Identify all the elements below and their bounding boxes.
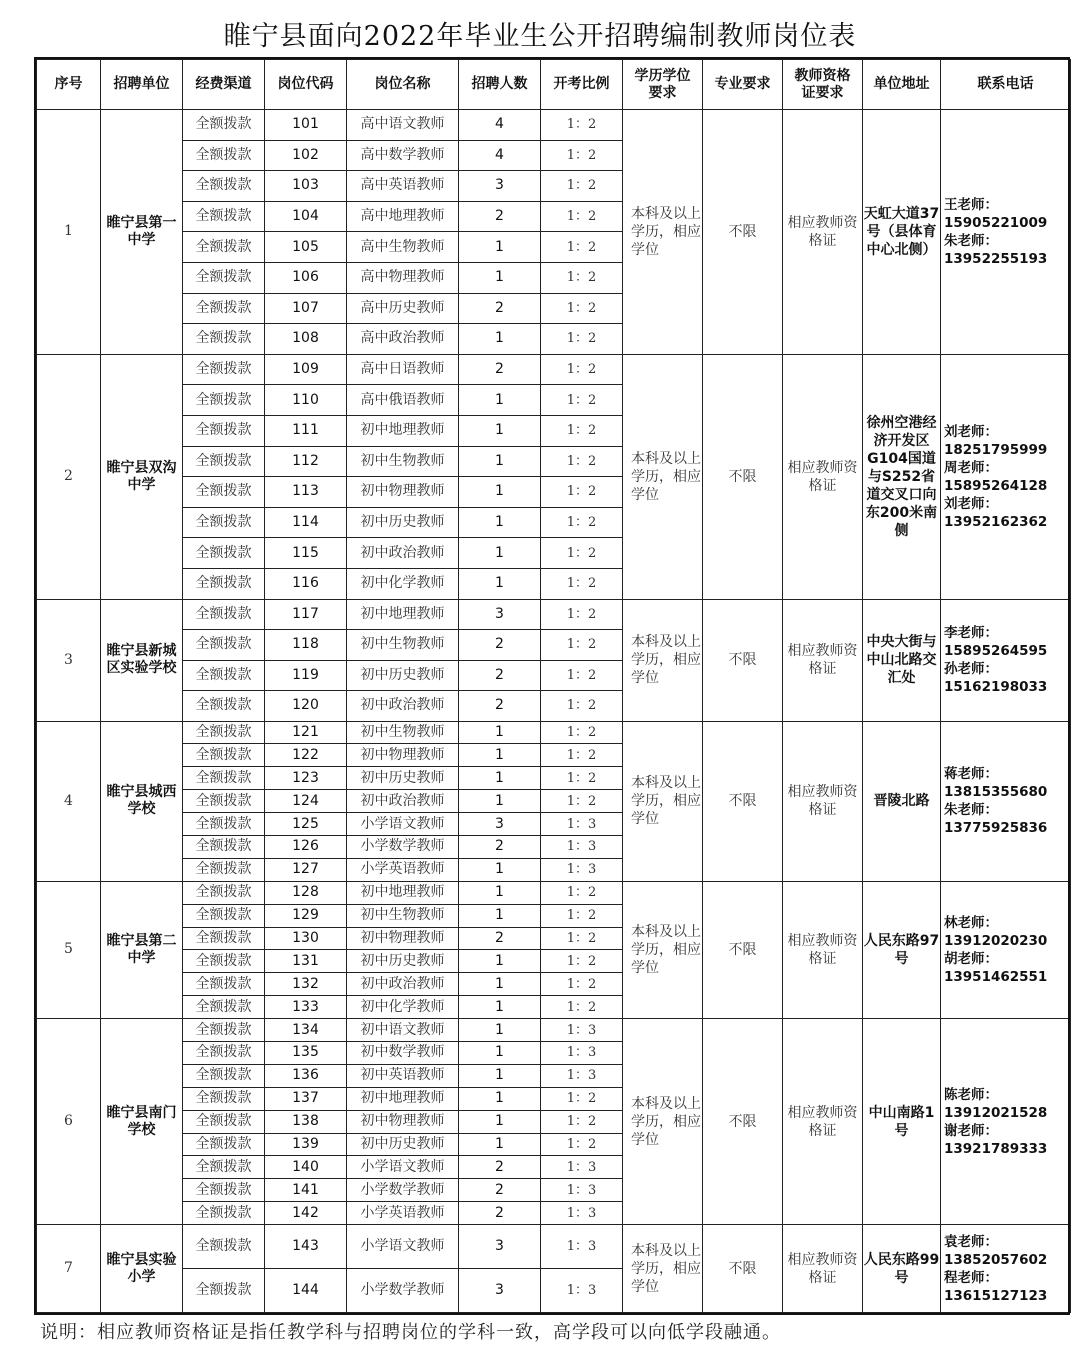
table-row [37,599,1071,630]
exam-ratio-cell: 1：2 [541,927,623,950]
exam-ratio-cell: 1：2 [541,950,623,973]
header-cell: 岗位代码 [265,60,347,110]
funding-cell: 全额拨款 [183,927,265,950]
position-code-cell: 127 [265,858,347,881]
position-code-cell: 118 [265,630,347,661]
exam-ratio-cell: 1：2 [541,293,623,324]
funding-cell: 全额拨款 [183,415,265,446]
hire-count-cell: 1 [459,1133,541,1156]
hire-count-cell: 2 [459,201,541,232]
funding-cell: 全额拨款 [183,790,265,813]
phone-cell: 刘老师：18251795999 周老师：15895264128 刘老师：13952162362 [941,354,1071,599]
table-row [37,354,1071,385]
header-cell: 招聘单位 [101,60,183,110]
position-code-cell: 117 [265,599,347,630]
seq-cell: 1 [37,110,101,355]
table-body [37,110,1071,1313]
phone-cell: 李老师：15895264595 孙老师：15162198033 [941,599,1071,721]
funding-cell: 全额拨款 [183,1156,265,1179]
funding-cell: 全额拨款 [183,1041,265,1064]
address-cell: 人民东路97号 [863,881,941,1018]
exam-ratio-cell: 1：2 [541,324,623,355]
major-cell: 不限 [703,599,783,721]
exam-ratio-cell: 1：2 [541,446,623,477]
hire-count-cell: 1 [459,415,541,446]
position-name-cell: 初中化学教师 [347,568,459,599]
major-cell: 不限 [703,881,783,1018]
position-name-cell: 高中语文教师 [347,110,459,141]
hire-count-cell: 3 [459,1225,541,1269]
position-code-cell: 142 [265,1202,347,1225]
position-code-cell: 128 [265,881,347,904]
header-cell: 专业要求 [703,60,783,110]
phone-cell: 陈老师：13912021528 谢老师：13921789333 [941,1019,1071,1225]
funding-cell: 全额拨款 [183,973,265,996]
exam-ratio-cell: 1：2 [541,790,623,813]
funding-cell: 全额拨款 [183,1087,265,1110]
hire-count-cell: 1 [459,744,541,767]
hire-count-cell: 1 [459,881,541,904]
header-cell: 联系电话 [941,60,1071,110]
position-code-cell: 122 [265,744,347,767]
address-cell: 中央大街与中山北路交汇处 [863,599,941,721]
exam-ratio-cell: 1：2 [541,1133,623,1156]
exam-ratio-cell: 1：2 [541,354,623,385]
funding-cell: 全额拨款 [183,110,265,141]
position-name-cell: 初中生物教师 [347,721,459,744]
header-cell: 经费渠道 [183,60,265,110]
hire-count-cell: 2 [459,293,541,324]
position-code-cell: 133 [265,996,347,1019]
position-code-cell: 143 [265,1225,347,1269]
exam-ratio-cell: 1：2 [541,415,623,446]
position-name-cell: 初中历史教师 [347,950,459,973]
position-name-cell: 初中地理教师 [347,415,459,446]
funding-cell: 全额拨款 [183,171,265,202]
exam-ratio-cell: 1：3 [541,835,623,858]
funding-cell: 全额拨款 [183,950,265,973]
position-code-cell: 138 [265,1110,347,1133]
cert-cell: 相应教师资格证 [783,881,863,1018]
funding-cell: 全额拨款 [183,1133,265,1156]
position-code-cell: 136 [265,1064,347,1087]
header-row [37,60,1071,110]
position-name-cell: 初中历史教师 [347,1133,459,1156]
funding-cell: 全额拨款 [183,140,265,171]
position-name-cell: 初中物理教师 [347,1110,459,1133]
position-name-cell: 高中数学教师 [347,140,459,171]
exam-ratio-cell: 1：2 [541,538,623,569]
position-name-cell: 初中地理教师 [347,881,459,904]
exam-ratio-cell: 1：3 [541,1041,623,1064]
hire-count-cell: 3 [459,1269,541,1313]
unit-name-cell: 睢宁县城西学校 [101,721,183,881]
funding-cell: 全额拨款 [183,835,265,858]
table-row [37,110,1071,141]
exam-ratio-cell: 1：2 [541,201,623,232]
position-name-cell: 初中化学教师 [347,996,459,1019]
position-name-cell: 初中物理教师 [347,927,459,950]
position-code-cell: 131 [265,950,347,973]
hire-count-cell: 2 [459,927,541,950]
position-name-cell: 高中英语教师 [347,171,459,202]
address-cell: 徐州空港经济开发区G104国道与S252省道交叉口向东200米南侧 [863,354,941,599]
position-name-cell: 初中物理教师 [347,744,459,767]
position-name-cell: 初中历史教师 [347,767,459,790]
education-cell: 本科及以上学历，相应学位 [623,354,703,599]
position-code-cell: 120 [265,691,347,722]
position-code-cell: 121 [265,721,347,744]
funding-cell: 全额拨款 [183,507,265,538]
exam-ratio-cell: 1：2 [541,507,623,538]
address-cell: 晋陵北路 [863,721,941,881]
hire-count-cell: 2 [459,1179,541,1202]
hire-count-cell: 1 [459,1019,541,1042]
phone-cell: 袁老师：13852057602 程老师：13615127123 [941,1225,1071,1313]
exam-ratio-cell: 1：2 [541,599,623,630]
position-code-cell: 137 [265,1087,347,1110]
exam-ratio-cell: 1：2 [541,1087,623,1110]
hire-count-cell: 1 [459,1110,541,1133]
hire-count-cell: 1 [459,1041,541,1064]
hire-count-cell: 1 [459,446,541,477]
hire-count-cell: 1 [459,385,541,416]
position-code-cell: 111 [265,415,347,446]
table-row [37,721,1071,744]
position-code-cell: 134 [265,1019,347,1042]
funding-cell: 全额拨款 [183,1064,265,1087]
hire-count-cell: 1 [459,996,541,1019]
hire-count-cell: 3 [459,599,541,630]
position-name-cell: 初中物理教师 [347,477,459,508]
position-code-cell: 135 [265,1041,347,1064]
position-code-cell: 144 [265,1269,347,1313]
major-cell: 不限 [703,354,783,599]
unit-name-cell: 睢宁县第二中学 [101,881,183,1018]
position-name-cell: 初中语文教师 [347,1019,459,1042]
position-code-cell: 109 [265,354,347,385]
unit-name-cell: 睢宁县实验小学 [101,1225,183,1313]
exam-ratio-cell: 1：2 [541,385,623,416]
position-name-cell: 小学语文教师 [347,1225,459,1269]
funding-cell: 全额拨款 [183,691,265,722]
position-code-cell: 124 [265,790,347,813]
hire-count-cell: 3 [459,171,541,202]
hire-count-cell: 1 [459,973,541,996]
position-name-cell: 高中俄语教师 [347,385,459,416]
position-name-cell: 小学语文教师 [347,1156,459,1179]
exam-ratio-cell: 1：3 [541,1064,623,1087]
funding-cell: 全额拨款 [183,568,265,599]
exam-ratio-cell: 1：2 [541,232,623,263]
exam-ratio-cell: 1：2 [541,744,623,767]
exam-ratio-cell: 1：3 [541,1225,623,1269]
position-name-cell: 高中历史教师 [347,293,459,324]
position-name-cell: 初中政治教师 [347,691,459,722]
table-row [37,1225,1071,1269]
exam-ratio-cell: 1：3 [541,813,623,836]
exam-ratio-cell: 1：2 [541,996,623,1019]
hire-count-cell: 1 [459,950,541,973]
position-name-cell: 小学数学教师 [347,835,459,858]
position-code-cell: 104 [265,201,347,232]
exam-ratio-cell: 1：2 [541,881,623,904]
exam-ratio-cell: 1：2 [541,660,623,691]
funding-cell: 全额拨款 [183,201,265,232]
position-name-cell: 初中生物教师 [347,446,459,477]
exam-ratio-cell: 1：3 [541,1019,623,1042]
seq-cell: 7 [37,1225,101,1313]
funding-cell: 全额拨款 [183,630,265,661]
exam-ratio-cell: 1：2 [541,110,623,141]
position-name-cell: 初中政治教师 [347,790,459,813]
cert-cell: 相应教师资格证 [783,599,863,721]
seq-cell: 6 [37,1019,101,1225]
hire-count-cell: 1 [459,324,541,355]
exam-ratio-cell: 1：2 [541,767,623,790]
funding-cell: 全额拨款 [183,293,265,324]
exam-ratio-cell: 1：2 [541,262,623,293]
major-cell: 不限 [703,721,783,881]
unit-name-cell: 睢宁县第一中学 [101,110,183,355]
hire-count-cell: 1 [459,262,541,293]
header-cell: 序号 [37,60,101,110]
position-name-cell: 高中物理教师 [347,262,459,293]
hire-count-cell: 1 [459,767,541,790]
funding-cell: 全额拨款 [183,744,265,767]
funding-cell: 全额拨款 [183,881,265,904]
hire-count-cell: 1 [459,232,541,263]
funding-cell: 全额拨款 [183,324,265,355]
education-cell: 本科及以上学历，相应学位 [623,599,703,721]
position-name-cell: 小学数学教师 [347,1269,459,1313]
position-name-cell: 高中日语教师 [347,354,459,385]
hire-count-cell: 1 [459,1087,541,1110]
position-code-cell: 113 [265,477,347,508]
funding-cell: 全额拨款 [183,1110,265,1133]
hire-count-cell: 1 [459,477,541,508]
position-code-cell: 126 [265,835,347,858]
unit-name-cell: 睢宁县双沟中学 [101,354,183,599]
header-cell: 招聘人数 [459,60,541,110]
exam-ratio-cell: 1：2 [541,721,623,744]
funding-cell: 全额拨款 [183,813,265,836]
position-code-cell: 101 [265,110,347,141]
address-cell: 天虹大道37号（县体育中心北侧） [863,110,941,355]
hire-count-cell: 2 [459,1156,541,1179]
position-code-cell: 110 [265,385,347,416]
funding-cell: 全额拨款 [183,996,265,1019]
position-code-cell: 130 [265,927,347,950]
position-code-cell: 102 [265,140,347,171]
position-name-cell: 初中地理教师 [347,1087,459,1110]
major-cell: 不限 [703,110,783,355]
address-cell: 中山南路1号 [863,1019,941,1225]
recruitment-table [36,59,1071,1313]
funding-cell: 全额拨款 [183,660,265,691]
position-code-cell: 106 [265,262,347,293]
header-cell: 学历学位要求 [623,60,703,110]
position-code-cell: 119 [265,660,347,691]
page-title: 睢宁县面向2022年毕业生公开招聘编制教师岗位表 [223,21,857,52]
position-name-cell: 初中政治教师 [347,973,459,996]
seq-cell: 3 [37,599,101,721]
header-cell: 单位地址 [863,60,941,110]
funding-cell: 全额拨款 [183,599,265,630]
hire-count-cell: 1 [459,790,541,813]
education-cell: 本科及以上学历，相应学位 [623,1225,703,1313]
position-name-cell: 初中数学教师 [347,1041,459,1064]
position-code-cell: 116 [265,568,347,599]
exam-ratio-cell: 1：3 [541,858,623,881]
header-cell: 岗位名称 [347,60,459,110]
hire-count-cell: 1 [459,538,541,569]
hire-count-cell: 2 [459,660,541,691]
funding-cell: 全额拨款 [183,1019,265,1042]
seq-cell: 5 [37,881,101,1018]
footnote: 说明：相应教师资格证是指任教学科与招聘岗位的学科一致，高学段可以向低学段融通。 [40,1322,781,1343]
position-code-cell: 132 [265,973,347,996]
funding-cell: 全额拨款 [183,858,265,881]
exam-ratio-cell: 1：2 [541,904,623,927]
cert-cell: 相应教师资格证 [783,110,863,355]
phone-cell: 蒋老师：13815355680 朱老师：13775925836 [941,721,1071,881]
position-code-cell: 125 [265,813,347,836]
position-name-cell: 初中英语教师 [347,1064,459,1087]
position-name-cell: 初中生物教师 [347,630,459,661]
hire-count-cell: 3 [459,813,541,836]
hire-count-cell: 1 [459,721,541,744]
seq-cell: 4 [37,721,101,881]
exam-ratio-cell: 1：2 [541,477,623,508]
position-code-cell: 112 [265,446,347,477]
hire-count-cell: 2 [459,354,541,385]
exam-ratio-cell: 1：2 [541,171,623,202]
exam-ratio-cell: 1：2 [541,691,623,722]
header-cell: 教师资格证要求 [783,60,863,110]
exam-ratio-cell: 1：2 [541,973,623,996]
education-cell: 本科及以上学历，相应学位 [623,1019,703,1225]
position-name-cell: 小学英语教师 [347,858,459,881]
hire-count-cell: 1 [459,568,541,599]
hire-count-cell: 2 [459,691,541,722]
position-code-cell: 140 [265,1156,347,1179]
hire-count-cell: 2 [459,630,541,661]
header-cell: 开考比例 [541,60,623,110]
phone-cell: 林老师：13912020230 胡老师：13951462551 [941,881,1071,1018]
position-code-cell: 107 [265,293,347,324]
seq-cell: 2 [37,354,101,599]
table-row [37,881,1071,904]
funding-cell: 全额拨款 [183,721,265,744]
funding-cell: 全额拨款 [183,904,265,927]
unit-name-cell: 睢宁县新城区实验学校 [101,599,183,721]
exam-ratio-cell: 1：2 [541,568,623,599]
position-name-cell: 小学数学教师 [347,1179,459,1202]
funding-cell: 全额拨款 [183,1269,265,1313]
position-code-cell: 141 [265,1179,347,1202]
funding-cell: 全额拨款 [183,538,265,569]
exam-ratio-cell: 1：3 [541,1179,623,1202]
education-cell: 本科及以上学历，相应学位 [623,721,703,881]
funding-cell: 全额拨款 [183,262,265,293]
cert-cell: 相应教师资格证 [783,721,863,881]
position-name-cell: 小学语文教师 [347,813,459,836]
major-cell: 不限 [703,1225,783,1313]
major-cell: 不限 [703,1019,783,1225]
funding-cell: 全额拨款 [183,232,265,263]
exam-ratio-cell: 1：2 [541,630,623,661]
funding-cell: 全额拨款 [183,1179,265,1202]
position-name-cell: 初中地理教师 [347,599,459,630]
hire-count-cell: 1 [459,507,541,538]
education-cell: 本科及以上学历，相应学位 [623,881,703,1018]
position-name-cell: 小学英语教师 [347,1202,459,1225]
position-name-cell: 初中生物教师 [347,904,459,927]
position-code-cell: 139 [265,1133,347,1156]
cert-cell: 相应教师资格证 [783,1225,863,1313]
position-code-cell: 129 [265,904,347,927]
funding-cell: 全额拨款 [183,1202,265,1225]
position-code-cell: 115 [265,538,347,569]
funding-cell: 全额拨款 [183,767,265,790]
position-name-cell: 高中地理教师 [347,201,459,232]
position-name-cell: 高中生物教师 [347,232,459,263]
position-name-cell: 初中历史教师 [347,507,459,538]
phone-cell: 王老师：15905221009 朱老师：13952255193 [941,110,1071,355]
hire-count-cell: 2 [459,1202,541,1225]
exam-ratio-cell: 1：3 [541,1202,623,1225]
cert-cell: 相应教师资格证 [783,1019,863,1225]
hire-count-cell: 2 [459,835,541,858]
position-code-cell: 114 [265,507,347,538]
funding-cell: 全额拨款 [183,477,265,508]
hire-count-cell: 1 [459,1064,541,1087]
position-name-cell: 初中政治教师 [347,538,459,569]
position-name-cell: 初中历史教师 [347,660,459,691]
funding-cell: 全额拨款 [183,446,265,477]
hire-count-cell: 4 [459,140,541,171]
exam-ratio-cell: 1：2 [541,140,623,171]
hire-count-cell: 1 [459,858,541,881]
funding-cell: 全额拨款 [183,354,265,385]
position-code-cell: 123 [265,767,347,790]
exam-ratio-cell: 1：2 [541,1110,623,1133]
position-code-cell: 108 [265,324,347,355]
table-row [37,1019,1071,1042]
funding-cell: 全额拨款 [183,385,265,416]
cert-cell: 相应教师资格证 [783,354,863,599]
education-cell: 本科及以上学历，相应学位 [623,110,703,355]
address-cell: 人民东路99号 [863,1225,941,1313]
position-code-cell: 103 [265,171,347,202]
hire-count-cell: 1 [459,904,541,927]
position-code-cell: 105 [265,232,347,263]
exam-ratio-cell: 1：3 [541,1156,623,1179]
unit-name-cell: 睢宁县南门学校 [101,1019,183,1225]
exam-ratio-cell: 1：3 [541,1269,623,1313]
hire-count-cell: 4 [459,110,541,141]
position-name-cell: 高中政治教师 [347,324,459,355]
funding-cell: 全额拨款 [183,1225,265,1269]
